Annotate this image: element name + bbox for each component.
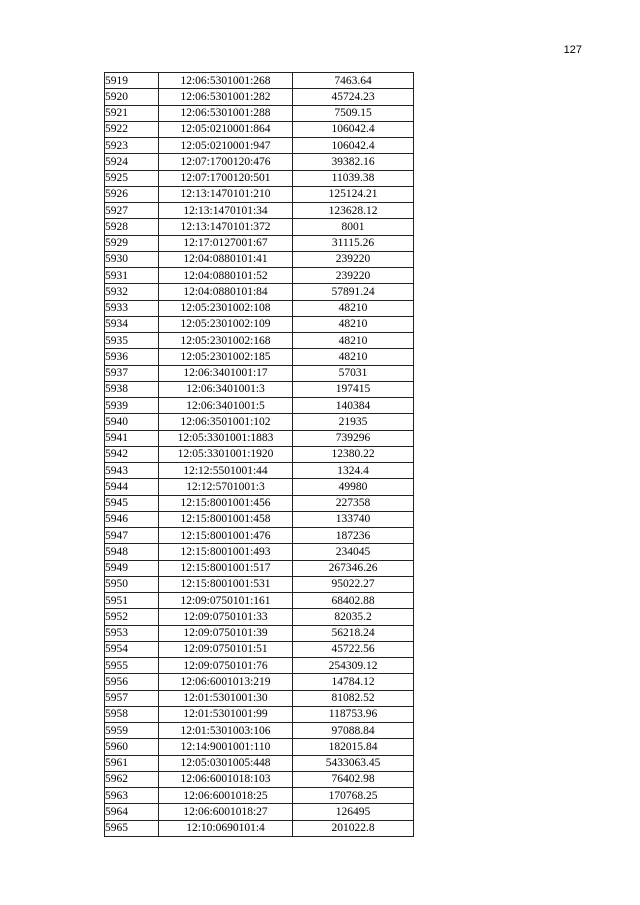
row-number-cell: 5942 bbox=[105, 446, 159, 462]
cadastral-value-table bbox=[104, 72, 414, 837]
row-number-cell: 5925 bbox=[105, 170, 159, 186]
table-row bbox=[105, 674, 414, 690]
table-row bbox=[105, 593, 414, 609]
row-number-cell: 5933 bbox=[105, 300, 159, 316]
table-row bbox=[105, 658, 414, 674]
table-row bbox=[105, 333, 414, 349]
cadastral-number-cell: 12:15:8001001:531 bbox=[159, 576, 293, 592]
value-cell: 140384 bbox=[293, 398, 414, 414]
row-number-cell: 5944 bbox=[105, 479, 159, 495]
value-cell: 123628.12 bbox=[293, 203, 414, 219]
row-number-cell: 5945 bbox=[105, 495, 159, 511]
cadastral-number-cell: 12:15:8001001:493 bbox=[159, 544, 293, 560]
cadastral-number-cell: 12:01:5301001:30 bbox=[159, 690, 293, 706]
table-row bbox=[105, 105, 414, 121]
value-cell: 118753.96 bbox=[293, 706, 414, 722]
row-number-cell: 5950 bbox=[105, 576, 159, 592]
cadastral-number-cell: 12:06:3501001:102 bbox=[159, 414, 293, 430]
row-number-cell: 5927 bbox=[105, 203, 159, 219]
cadastral-number-cell: 12:04:0880101:41 bbox=[159, 251, 293, 267]
cadastral-number-cell: 12:09:0750101:161 bbox=[159, 593, 293, 609]
table-row bbox=[105, 300, 414, 316]
table-row bbox=[105, 723, 414, 739]
table-row bbox=[105, 755, 414, 771]
value-cell: 739296 bbox=[293, 430, 414, 446]
value-cell: 125124.21 bbox=[293, 186, 414, 202]
value-cell: 234045 bbox=[293, 544, 414, 560]
value-cell: 12380.22 bbox=[293, 446, 414, 462]
table-body bbox=[105, 73, 414, 837]
value-cell: 197415 bbox=[293, 381, 414, 397]
table-row bbox=[105, 186, 414, 202]
cadastral-number-cell: 12:09:0750101:51 bbox=[159, 641, 293, 657]
value-cell: 14784.12 bbox=[293, 674, 414, 690]
value-cell: 57891.24 bbox=[293, 284, 414, 300]
row-number-cell: 5920 bbox=[105, 89, 159, 105]
row-number-cell: 5926 bbox=[105, 186, 159, 202]
value-cell: 170768.25 bbox=[293, 788, 414, 804]
value-cell: 7463.64 bbox=[293, 73, 414, 89]
row-number-cell: 5957 bbox=[105, 690, 159, 706]
value-cell: 1324.4 bbox=[293, 463, 414, 479]
table-row bbox=[105, 316, 414, 332]
cadastral-number-cell: 12:06:6001018:25 bbox=[159, 788, 293, 804]
cadastral-number-cell: 12:17:0127001:67 bbox=[159, 235, 293, 251]
row-number-cell: 5922 bbox=[105, 121, 159, 137]
value-cell: 239220 bbox=[293, 268, 414, 284]
cadastral-number-cell: 12:06:5301001:282 bbox=[159, 89, 293, 105]
row-number-cell: 5939 bbox=[105, 398, 159, 414]
table-row bbox=[105, 381, 414, 397]
cadastral-number-cell: 12:13:1470101:34 bbox=[159, 203, 293, 219]
row-number-cell: 5963 bbox=[105, 788, 159, 804]
row-number-cell: 5937 bbox=[105, 365, 159, 381]
row-number-cell: 5935 bbox=[105, 333, 159, 349]
row-number-cell: 5947 bbox=[105, 528, 159, 544]
cadastral-number-cell: 12:05:2301002:108 bbox=[159, 300, 293, 316]
table-row bbox=[105, 121, 414, 137]
row-number-cell: 5960 bbox=[105, 739, 159, 755]
cadastral-number-cell: 12:05:2301002:185 bbox=[159, 349, 293, 365]
value-cell: 5433063.45 bbox=[293, 755, 414, 771]
row-number-cell: 5964 bbox=[105, 804, 159, 820]
cadastral-number-cell: 12:15:8001001:458 bbox=[159, 511, 293, 527]
cadastral-number-cell: 12:13:1470101:210 bbox=[159, 186, 293, 202]
row-number-cell: 5959 bbox=[105, 723, 159, 739]
value-cell: 68402.88 bbox=[293, 593, 414, 609]
table-row bbox=[105, 284, 414, 300]
cadastral-number-cell: 12:07:1700120:476 bbox=[159, 154, 293, 170]
row-number-cell: 5930 bbox=[105, 251, 159, 267]
row-number-cell: 5938 bbox=[105, 381, 159, 397]
table-row bbox=[105, 495, 414, 511]
value-cell: 48210 bbox=[293, 316, 414, 332]
row-number-cell: 5929 bbox=[105, 235, 159, 251]
table-row bbox=[105, 544, 414, 560]
row-number-cell: 5962 bbox=[105, 771, 159, 787]
value-cell: 48210 bbox=[293, 300, 414, 316]
table-row bbox=[105, 219, 414, 235]
value-cell: 76402.98 bbox=[293, 771, 414, 787]
row-number-cell: 5951 bbox=[105, 593, 159, 609]
value-cell: 8001 bbox=[293, 219, 414, 235]
table-row bbox=[105, 641, 414, 657]
cadastral-number-cell: 12:12:5501001:44 bbox=[159, 463, 293, 479]
value-cell: 81082.52 bbox=[293, 690, 414, 706]
cadastral-number-cell: 12:15:8001001:456 bbox=[159, 495, 293, 511]
cadastral-number-cell: 12:07:1700120:501 bbox=[159, 170, 293, 186]
row-number-cell: 5919 bbox=[105, 73, 159, 89]
table-row bbox=[105, 576, 414, 592]
cadastral-number-cell: 12:05:3301001:1920 bbox=[159, 446, 293, 462]
table-row bbox=[105, 771, 414, 787]
table-row bbox=[105, 690, 414, 706]
table-row bbox=[105, 89, 414, 105]
row-number-cell: 5954 bbox=[105, 641, 159, 657]
cadastral-number-cell: 12:15:8001001:476 bbox=[159, 528, 293, 544]
table-row bbox=[105, 625, 414, 641]
cadastral-number-cell: 12:01:5301003:106 bbox=[159, 723, 293, 739]
table-row bbox=[105, 446, 414, 462]
value-cell: 48210 bbox=[293, 333, 414, 349]
cadastral-number-cell: 12:05:2301002:109 bbox=[159, 316, 293, 332]
table-row bbox=[105, 235, 414, 251]
value-cell: 49980 bbox=[293, 479, 414, 495]
cadastral-number-cell: 12:12:5701001:3 bbox=[159, 479, 293, 495]
cadastral-number-cell: 12:05:3301001:1883 bbox=[159, 430, 293, 446]
cadastral-number-cell: 12:06:5301001:288 bbox=[159, 105, 293, 121]
row-number-cell: 5958 bbox=[105, 706, 159, 722]
row-number-cell: 5965 bbox=[105, 820, 159, 836]
table-row bbox=[105, 463, 414, 479]
value-cell: 7509.15 bbox=[293, 105, 414, 121]
table-row bbox=[105, 820, 414, 836]
row-number-cell: 5948 bbox=[105, 544, 159, 560]
table-row bbox=[105, 739, 414, 755]
value-cell: 57031 bbox=[293, 365, 414, 381]
row-number-cell: 5934 bbox=[105, 316, 159, 332]
cadastral-number-cell: 12:14:9001001:110 bbox=[159, 739, 293, 755]
cadastral-number-cell: 12:04:0880101:84 bbox=[159, 284, 293, 300]
cadastral-number-cell: 12:06:6001018:103 bbox=[159, 771, 293, 787]
value-cell: 21935 bbox=[293, 414, 414, 430]
table-row bbox=[105, 154, 414, 170]
value-cell: 201022.8 bbox=[293, 820, 414, 836]
table-row bbox=[105, 430, 414, 446]
page-number: 127 bbox=[563, 44, 582, 56]
row-number-cell: 5931 bbox=[105, 268, 159, 284]
value-cell: 45722.56 bbox=[293, 641, 414, 657]
cadastral-number-cell: 12:09:0750101:39 bbox=[159, 625, 293, 641]
value-cell: 31115.26 bbox=[293, 235, 414, 251]
value-cell: 39382.16 bbox=[293, 154, 414, 170]
value-cell: 48210 bbox=[293, 349, 414, 365]
row-number-cell: 5932 bbox=[105, 284, 159, 300]
value-cell: 126495 bbox=[293, 804, 414, 820]
value-cell: 95022.27 bbox=[293, 576, 414, 592]
value-cell: 182015.84 bbox=[293, 739, 414, 755]
table-row bbox=[105, 414, 414, 430]
table-row bbox=[105, 804, 414, 820]
row-number-cell: 5936 bbox=[105, 349, 159, 365]
table-row bbox=[105, 365, 414, 381]
cadastral-number-cell: 12:10:0690101:4 bbox=[159, 820, 293, 836]
cadastral-number-cell: 12:05:2301002:168 bbox=[159, 333, 293, 349]
cadastral-number-cell: 12:06:5301001:268 bbox=[159, 73, 293, 89]
cadastral-number-cell: 12:06:3401001:5 bbox=[159, 398, 293, 414]
row-number-cell: 5941 bbox=[105, 430, 159, 446]
row-number-cell: 5955 bbox=[105, 658, 159, 674]
value-cell: 239220 bbox=[293, 251, 414, 267]
table-row bbox=[105, 560, 414, 576]
row-number-cell: 5946 bbox=[105, 511, 159, 527]
table-row bbox=[105, 609, 414, 625]
row-number-cell: 5952 bbox=[105, 609, 159, 625]
row-number-cell: 5923 bbox=[105, 138, 159, 154]
value-cell: 133740 bbox=[293, 511, 414, 527]
cadastral-number-cell: 12:09:0750101:33 bbox=[159, 609, 293, 625]
table-row bbox=[105, 268, 414, 284]
cadastral-number-cell: 12:06:6001013:219 bbox=[159, 674, 293, 690]
table-row bbox=[105, 398, 414, 414]
row-number-cell: 5949 bbox=[105, 560, 159, 576]
value-cell: 56218.24 bbox=[293, 625, 414, 641]
table-row bbox=[105, 706, 414, 722]
table-row bbox=[105, 251, 414, 267]
cadastral-number-cell: 12:13:1470101:372 bbox=[159, 219, 293, 235]
cadastral-number-cell: 12:06:3401001:17 bbox=[159, 365, 293, 381]
table-row bbox=[105, 528, 414, 544]
table-row bbox=[105, 138, 414, 154]
cadastral-number-cell: 12:05:0301005:448 bbox=[159, 755, 293, 771]
cadastral-number-cell: 12:05:0210001:947 bbox=[159, 138, 293, 154]
table-row bbox=[105, 349, 414, 365]
row-number-cell: 5953 bbox=[105, 625, 159, 641]
row-number-cell: 5940 bbox=[105, 414, 159, 430]
row-number-cell: 5956 bbox=[105, 674, 159, 690]
value-cell: 227358 bbox=[293, 495, 414, 511]
table-row bbox=[105, 170, 414, 186]
value-cell: 106042.4 bbox=[293, 121, 414, 137]
row-number-cell: 5928 bbox=[105, 219, 159, 235]
value-cell: 254309.12 bbox=[293, 658, 414, 674]
cadastral-number-cell: 12:09:0750101:76 bbox=[159, 658, 293, 674]
row-number-cell: 5921 bbox=[105, 105, 159, 121]
row-number-cell: 5961 bbox=[105, 755, 159, 771]
value-cell: 187236 bbox=[293, 528, 414, 544]
value-cell: 97088.84 bbox=[293, 723, 414, 739]
table-row bbox=[105, 203, 414, 219]
cadastral-number-cell: 12:04:0880101:52 bbox=[159, 268, 293, 284]
table-row bbox=[105, 479, 414, 495]
cadastral-number-cell: 12:05:0210001:864 bbox=[159, 121, 293, 137]
table-row bbox=[105, 73, 414, 89]
table-row bbox=[105, 511, 414, 527]
cadastral-number-cell: 12:06:6001018:27 bbox=[159, 804, 293, 820]
cadastral-number-cell: 12:01:5301001:99 bbox=[159, 706, 293, 722]
value-cell: 106042.4 bbox=[293, 138, 414, 154]
cadastral-number-cell: 12:15:8001001:517 bbox=[159, 560, 293, 576]
value-cell: 45724.23 bbox=[293, 89, 414, 105]
value-cell: 267346.26 bbox=[293, 560, 414, 576]
table-row bbox=[105, 788, 414, 804]
row-number-cell: 5924 bbox=[105, 154, 159, 170]
cadastral-number-cell: 12:06:3401001:3 bbox=[159, 381, 293, 397]
value-cell: 82035.2 bbox=[293, 609, 414, 625]
value-cell: 11039.38 bbox=[293, 170, 414, 186]
row-number-cell: 5943 bbox=[105, 463, 159, 479]
